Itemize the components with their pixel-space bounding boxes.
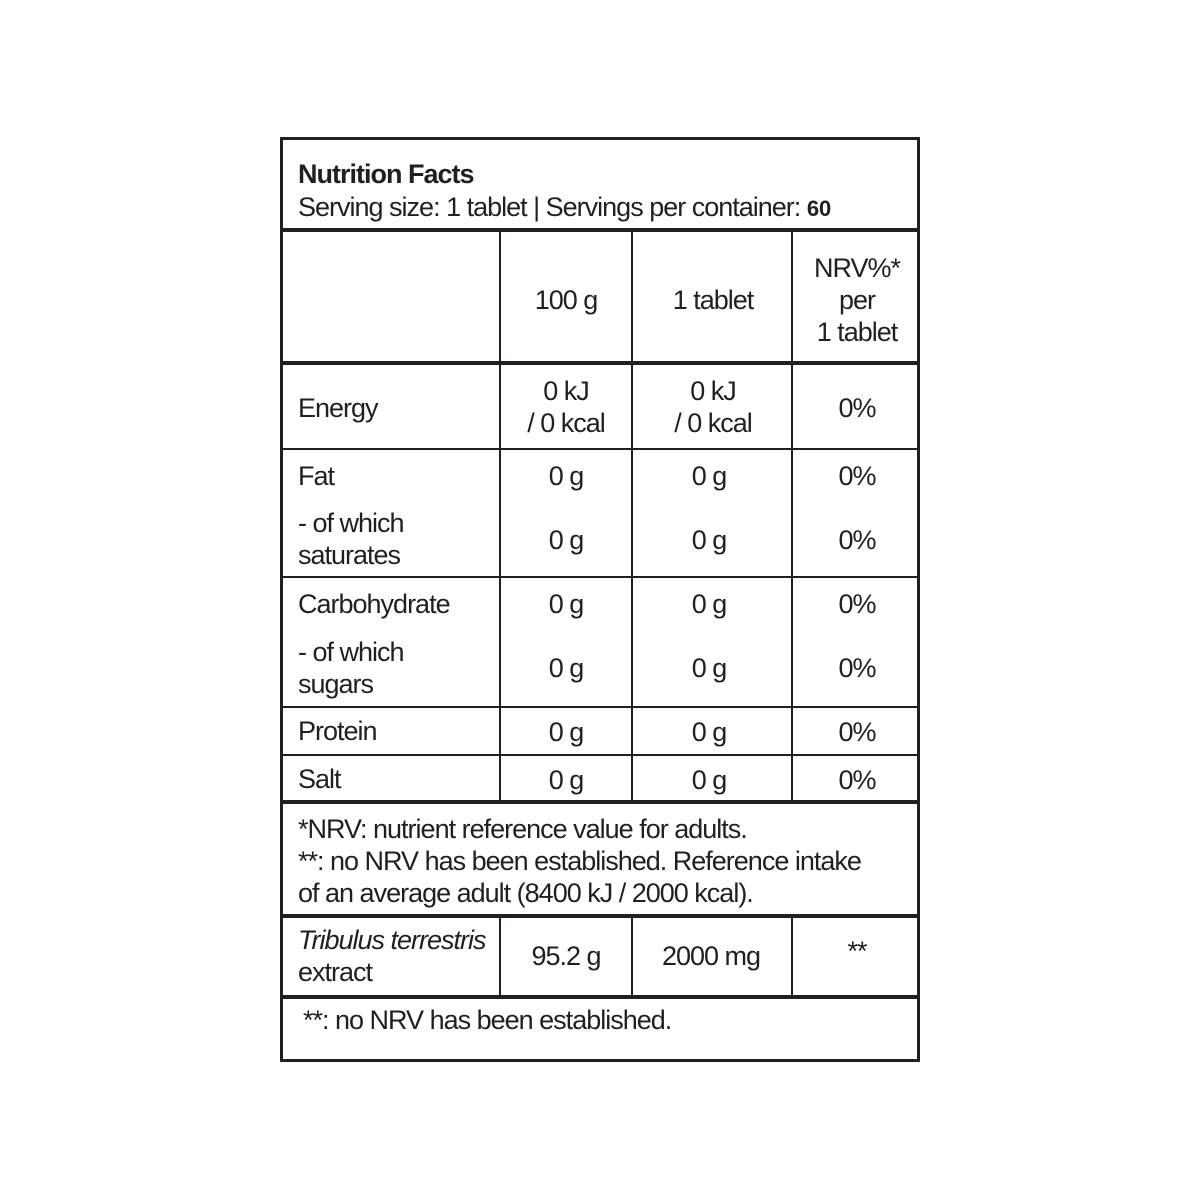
divider-carb-group [283, 706, 917, 708]
fat-100g: 0 g [548, 461, 584, 491]
row-label-saturates-line2: saturates [298, 540, 401, 570]
protein-nrv: 0% [838, 717, 876, 747]
row-label-extract-line1: Tribulus terrestris [298, 925, 486, 955]
panel-title: Nutrition Facts [298, 159, 474, 189]
divider-columns [283, 361, 917, 365]
nrv-footnote-line2: **: no NRV has been established. Reference intake [298, 846, 861, 876]
salt-nrv: 0% [838, 765, 876, 795]
row-label-extract-line2: extract [298, 957, 373, 987]
divider-header [283, 228, 917, 232]
divider-protein [283, 754, 917, 756]
carbohydrate-nrv: 0% [838, 589, 876, 619]
column-header-tablet: 1 tablet [672, 285, 754, 315]
divider-extract [283, 995, 917, 999]
row-label-fat: Fat [298, 461, 335, 491]
row-label-carbohydrate: Carbohydrate [298, 589, 450, 619]
column-header-nrv-line3: 1 tablet [816, 317, 898, 347]
carbohydrate-100g: 0 g [548, 589, 584, 619]
column-header-100g: 100 g [534, 285, 598, 315]
nutrition-facts-panel [280, 137, 920, 1062]
column-header-nrv-line2: per [838, 285, 876, 315]
divider-energy [283, 448, 917, 450]
energy-100g [527, 375, 605, 439]
row-label-sugars-line1: - of which [298, 637, 404, 667]
energy-nrv: 0% [838, 393, 876, 423]
protein-tablet: 0 g [691, 717, 727, 747]
sugars-tablet: 0 g [691, 653, 727, 683]
carbohydrate-tablet: 0 g [691, 589, 727, 619]
col-divider-3 [791, 232, 793, 800]
col-divider-2 [631, 232, 633, 800]
fat-tablet: 0 g [691, 461, 727, 491]
nrv-footnote-line3: of an average adult (8400 kJ / 2000 kcal). [298, 878, 753, 908]
servings-count: 60 [806, 196, 832, 221]
row-label-extract [298, 924, 486, 988]
row-label-saturates [298, 507, 404, 571]
saturates-nrv: 0% [838, 525, 876, 555]
saturates-100g: 0 g [548, 525, 584, 555]
nrv-footnote [298, 813, 861, 909]
row-label-sugars [298, 636, 404, 700]
extract-col-divider-2 [631, 918, 633, 995]
col-divider-1 [499, 232, 501, 800]
salt-100g: 0 g [548, 765, 584, 795]
extract-col-divider-1 [499, 918, 501, 995]
energy-tablet-kj: 0 kJ [690, 376, 736, 406]
salt-tablet: 0 g [691, 765, 727, 795]
divider-fat-group [283, 576, 917, 578]
sugars-100g: 0 g [548, 653, 584, 683]
extract-100g: 95.2 g [531, 941, 601, 971]
energy-100g-kcal: / 0 kcal [527, 408, 605, 438]
energy-100g-kj: 0 kJ [543, 376, 589, 406]
extract-nrv: ** [847, 936, 867, 966]
row-label-sugars-line2: sugars [298, 669, 374, 699]
row-label-salt: Salt [298, 764, 341, 794]
energy-tablet-kcal: / 0 kcal [674, 408, 752, 438]
column-header-nrv-line1: NRV%* [813, 253, 901, 283]
serving-info [298, 191, 831, 225]
sugars-nrv: 0% [838, 653, 876, 683]
nrv-footnote-line1: *NRV: nutrient reference value for adults. [298, 814, 747, 844]
protein-100g: 0 g [548, 717, 584, 747]
extract-col-divider-3 [791, 918, 793, 995]
extract-tablet: 2000 mg [661, 941, 761, 971]
divider-salt [283, 800, 917, 804]
row-label-energy: Energy [298, 393, 378, 423]
saturates-tablet: 0 g [691, 525, 727, 555]
column-header-nrv [814, 252, 900, 348]
row-label-saturates-line1: - of which [298, 508, 404, 538]
divider-footnote [283, 914, 917, 918]
serving-size-text: Serving size: 1 tablet | Servings per container: [298, 192, 801, 222]
energy-tablet [674, 375, 752, 439]
extract-footnote: **: no NRV has been established. [303, 1005, 672, 1035]
row-label-protein: Protein [298, 716, 377, 746]
fat-nrv: 0% [838, 461, 876, 491]
